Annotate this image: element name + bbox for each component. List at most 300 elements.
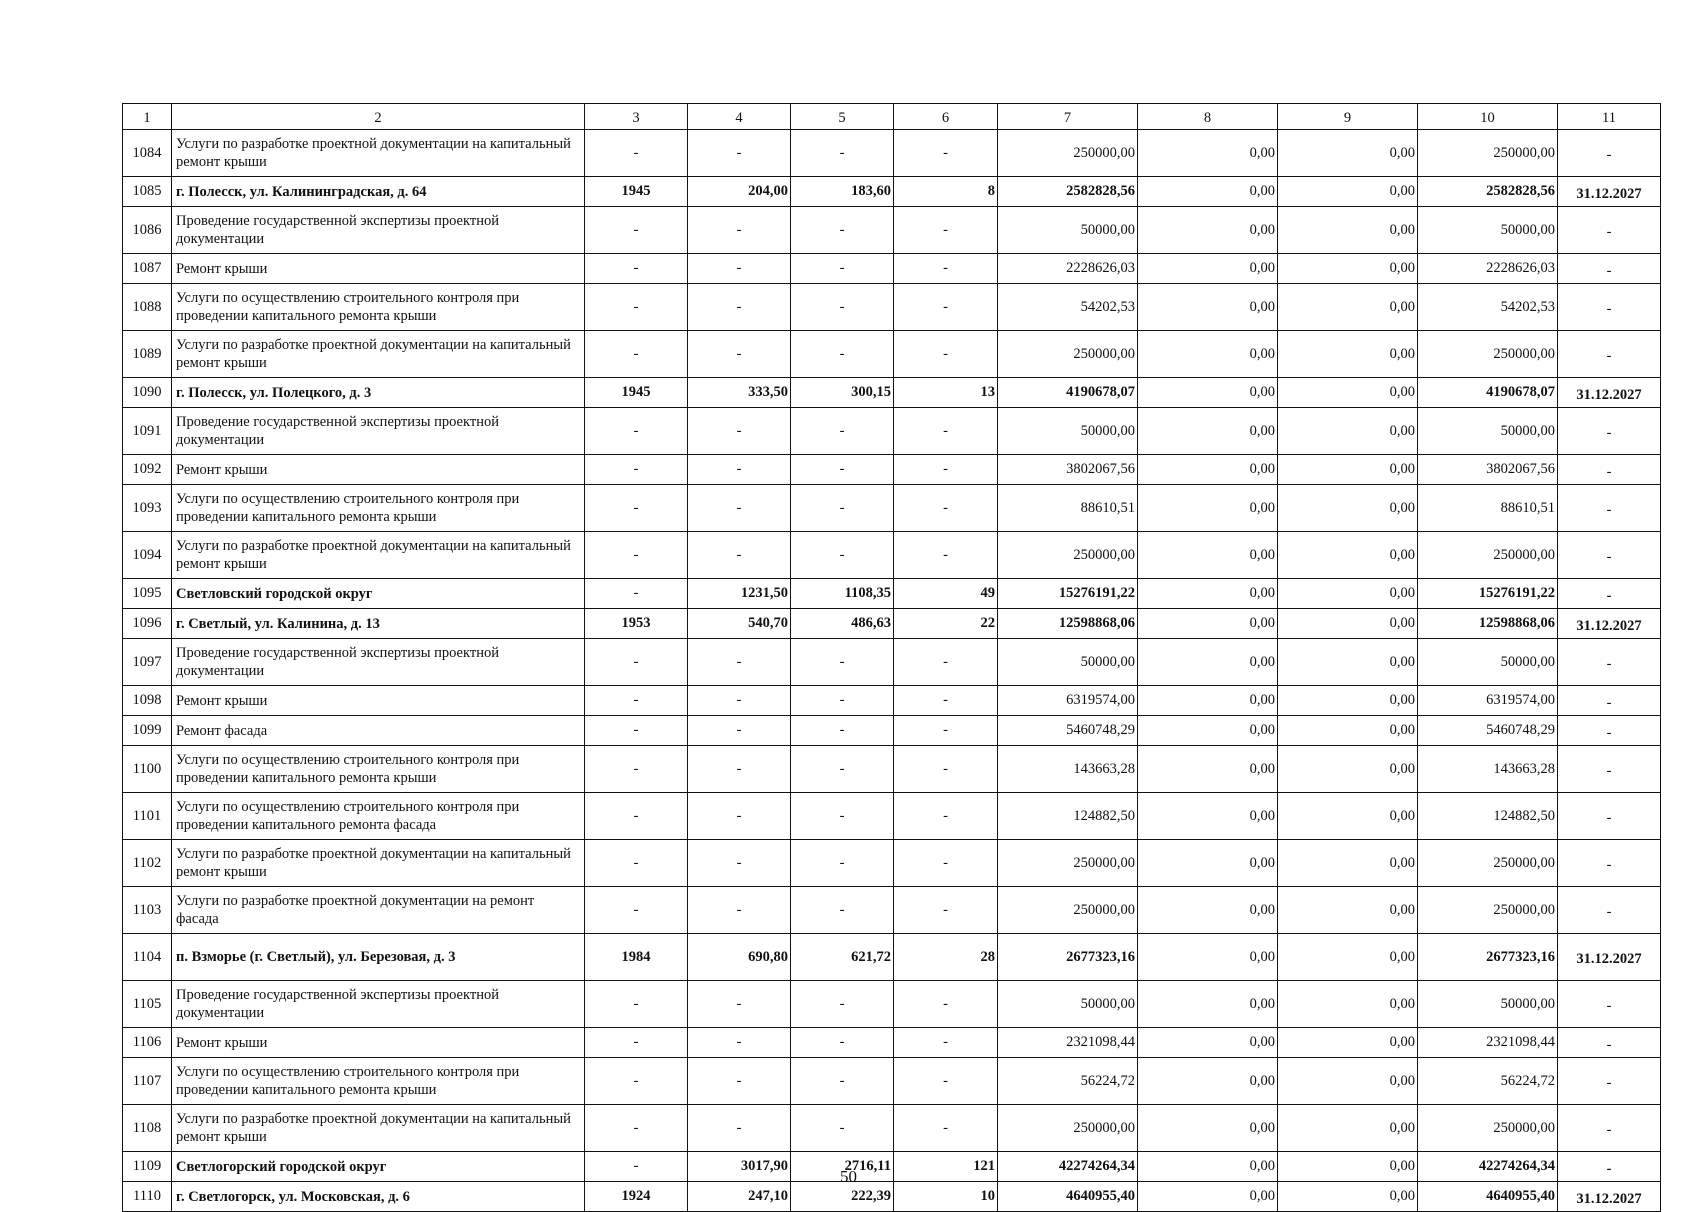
area-living-cell: - (791, 408, 894, 455)
row-number-cell: 1100 (123, 746, 172, 793)
row-number-cell: 1109 (123, 1152, 172, 1182)
description-cell: Ремонт крыши (172, 455, 585, 485)
table-row (123, 331, 1661, 378)
owners-share-cell: 2321098,44 (1418, 1028, 1558, 1058)
area-living-cell: - (791, 746, 894, 793)
residents-cell: - (894, 455, 998, 485)
description-cell: г. Полесск, ул. Полецкого, д. 3 (172, 378, 585, 408)
area-total-cell: 333,50 (688, 378, 791, 408)
row-number-cell: 1089 (123, 331, 172, 378)
description-cell: Услуги по осуществлению строительного контроля при проведении капитального ремонта фасада (172, 793, 585, 840)
table-row (123, 840, 1661, 887)
row-number-cell: 1090 (123, 378, 172, 408)
area-living-cell: 222,39 (791, 1182, 894, 1212)
budget-share-cell: 0,00 (1278, 746, 1418, 793)
total-cost-cell: 250000,00 (998, 840, 1138, 887)
deadline-cell: - (1558, 887, 1661, 934)
area-living-cell: - (791, 887, 894, 934)
area-living-cell: 2716,11 (791, 1152, 894, 1182)
deadline-cell: - (1558, 1058, 1661, 1105)
fund-share-cell: 0,00 (1138, 1182, 1278, 1212)
description-cell: Светлогорский городской округ (172, 1152, 585, 1182)
deadline-cell: - (1558, 284, 1661, 331)
row-number-cell: 1106 (123, 1028, 172, 1058)
budget-share-cell: 0,00 (1278, 1152, 1418, 1182)
fund-share-cell: 0,00 (1138, 934, 1278, 981)
residents-cell: - (894, 1105, 998, 1152)
page-number: 50 (840, 1167, 857, 1186)
area-total-cell: 247,10 (688, 1182, 791, 1212)
total-cost-cell: 15276191,22 (998, 579, 1138, 609)
fund-share-cell: 0,00 (1138, 207, 1278, 254)
area-total-cell: - (688, 716, 791, 746)
column-header: 9 (1278, 104, 1418, 130)
area-total-cell: - (688, 284, 791, 331)
table-row (123, 746, 1661, 793)
table-row (123, 934, 1661, 981)
table-row (123, 207, 1661, 254)
year-cell: - (585, 1152, 688, 1182)
header-row (123, 104, 1661, 130)
fund-share-cell: 0,00 (1138, 1105, 1278, 1152)
area-total-cell: - (688, 840, 791, 887)
total-cost-cell: 250000,00 (998, 532, 1138, 579)
area-total-cell: - (688, 1028, 791, 1058)
table-row (123, 686, 1661, 716)
residents-cell: 8 (894, 177, 998, 207)
area-total-cell: - (688, 331, 791, 378)
area-total-cell: - (688, 130, 791, 177)
year-cell: - (585, 284, 688, 331)
area-total-cell: - (688, 887, 791, 934)
area-living-cell: - (791, 284, 894, 331)
deadline-cell: - (1558, 840, 1661, 887)
area-total-cell: - (688, 686, 791, 716)
fund-share-cell: 0,00 (1138, 177, 1278, 207)
deadline-cell: - (1558, 1028, 1661, 1058)
deadline-cell: - (1558, 639, 1661, 686)
column-header: 8 (1138, 104, 1278, 130)
area-living-cell: - (791, 532, 894, 579)
fund-share-cell: 0,00 (1138, 485, 1278, 532)
description-cell: Услуги по разработке проектной документации на капитальный ремонт крыши (172, 1105, 585, 1152)
description-cell: Ремонт крыши (172, 254, 585, 284)
total-cost-cell: 50000,00 (998, 639, 1138, 686)
budget-share-cell: 0,00 (1278, 579, 1418, 609)
row-number-cell: 1092 (123, 455, 172, 485)
deadline-cell: - (1558, 793, 1661, 840)
column-header: 11 (1558, 104, 1661, 130)
row-number-cell: 1099 (123, 716, 172, 746)
deadline-cell: - (1558, 207, 1661, 254)
table-row (123, 532, 1661, 579)
owners-share-cell: 250000,00 (1418, 840, 1558, 887)
column-header: 2 (172, 104, 585, 130)
total-cost-cell: 4640955,40 (998, 1182, 1138, 1212)
deadline-cell: 31.12.2027 (1558, 934, 1661, 981)
deadline-cell: - (1558, 686, 1661, 716)
budget-share-cell: 0,00 (1278, 609, 1418, 639)
table-row (123, 639, 1661, 686)
fund-share-cell: 0,00 (1138, 746, 1278, 793)
residents-cell: - (894, 793, 998, 840)
budget-share-cell: 0,00 (1278, 686, 1418, 716)
fund-share-cell: 0,00 (1138, 840, 1278, 887)
table-row (123, 254, 1661, 284)
owners-share-cell: 54202,53 (1418, 284, 1558, 331)
fund-share-cell: 0,00 (1138, 887, 1278, 934)
table-body (123, 104, 1661, 1212)
budget-share-cell: 0,00 (1278, 254, 1418, 284)
fund-share-cell: 0,00 (1138, 793, 1278, 840)
area-total-cell: - (688, 254, 791, 284)
year-cell: - (585, 1058, 688, 1105)
year-cell: - (585, 207, 688, 254)
fund-share-cell: 0,00 (1138, 378, 1278, 408)
owners-share-cell: 3802067,56 (1418, 455, 1558, 485)
total-cost-cell: 2228626,03 (998, 254, 1138, 284)
owners-share-cell: 2582828,56 (1418, 177, 1558, 207)
fund-share-cell: 0,00 (1138, 1152, 1278, 1182)
budget-share-cell: 0,00 (1278, 408, 1418, 455)
residents-cell: 49 (894, 579, 998, 609)
area-living-cell: - (791, 485, 894, 532)
residents-cell: - (894, 485, 998, 532)
column-header: 6 (894, 104, 998, 130)
description-cell: Ремонт крыши (172, 686, 585, 716)
table-row (123, 1028, 1661, 1058)
owners-share-cell: 124882,50 (1418, 793, 1558, 840)
budget-share-cell: 0,00 (1278, 284, 1418, 331)
table-row (123, 793, 1661, 840)
column-header: 10 (1418, 104, 1558, 130)
owners-share-cell: 50000,00 (1418, 408, 1558, 455)
area-living-cell: - (791, 331, 894, 378)
row-number-cell: 1103 (123, 887, 172, 934)
area-living-cell: - (791, 1028, 894, 1058)
total-cost-cell: 3802067,56 (998, 455, 1138, 485)
year-cell: - (585, 793, 688, 840)
year-cell: - (585, 1105, 688, 1152)
fund-share-cell: 0,00 (1138, 408, 1278, 455)
area-total-cell: - (688, 981, 791, 1028)
description-cell: Услуги по разработке проектной документации на капитальный ремонт крыши (172, 130, 585, 177)
table-row (123, 455, 1661, 485)
year-cell: 1945 (585, 177, 688, 207)
area-total-cell: - (688, 639, 791, 686)
area-living-cell: - (791, 1105, 894, 1152)
description-cell: г. Светлогорск, ул. Московская, д. 6 (172, 1182, 585, 1212)
area-living-cell: - (791, 793, 894, 840)
area-living-cell: 621,72 (791, 934, 894, 981)
budget-share-cell: 0,00 (1278, 716, 1418, 746)
budget-share-cell: 0,00 (1278, 207, 1418, 254)
year-cell: - (585, 686, 688, 716)
year-cell: - (585, 746, 688, 793)
table-row (123, 284, 1661, 331)
year-cell: - (585, 485, 688, 532)
table-row (123, 378, 1661, 408)
description-cell: Услуги по осуществлению строительного контроля при проведении капитального ремонта крыши (172, 284, 585, 331)
deadline-cell: - (1558, 254, 1661, 284)
owners-share-cell: 6319574,00 (1418, 686, 1558, 716)
area-living-cell: 1108,35 (791, 579, 894, 609)
area-total-cell: - (688, 1105, 791, 1152)
budget-share-cell: 0,00 (1278, 1058, 1418, 1105)
residents-cell: - (894, 1028, 998, 1058)
row-number-cell: 1110 (123, 1182, 172, 1212)
fund-share-cell: 0,00 (1138, 455, 1278, 485)
area-living-cell: - (791, 981, 894, 1028)
total-cost-cell: 5460748,29 (998, 716, 1138, 746)
deadline-cell: - (1558, 532, 1661, 579)
owners-share-cell: 88610,51 (1418, 485, 1558, 532)
year-cell: - (585, 408, 688, 455)
year-cell: - (585, 840, 688, 887)
owners-share-cell: 15276191,22 (1418, 579, 1558, 609)
residents-cell: - (894, 284, 998, 331)
owners-share-cell: 250000,00 (1418, 130, 1558, 177)
year-cell: - (585, 887, 688, 934)
owners-share-cell: 12598868,06 (1418, 609, 1558, 639)
row-number-cell: 1093 (123, 485, 172, 532)
fund-share-cell: 0,00 (1138, 532, 1278, 579)
deadline-cell: - (1558, 1105, 1661, 1152)
description-cell: Проведение государственной экспертизы проектной документации (172, 408, 585, 455)
description-cell: Услуги по разработке проектной документации на ремонт фасада (172, 887, 585, 934)
year-cell: - (585, 455, 688, 485)
total-cost-cell: 2582828,56 (998, 177, 1138, 207)
deadline-cell: - (1558, 455, 1661, 485)
row-number-cell: 1098 (123, 686, 172, 716)
fund-share-cell: 0,00 (1138, 716, 1278, 746)
total-cost-cell: 12598868,06 (998, 609, 1138, 639)
year-cell: - (585, 532, 688, 579)
area-living-cell: - (791, 716, 894, 746)
year-cell: - (585, 130, 688, 177)
residents-cell: 22 (894, 609, 998, 639)
budget-table (122, 103, 1661, 1212)
deadline-cell: - (1558, 130, 1661, 177)
area-total-cell: - (688, 408, 791, 455)
owners-share-cell: 4190678,07 (1418, 378, 1558, 408)
row-number-cell: 1101 (123, 793, 172, 840)
column-header: 7 (998, 104, 1138, 130)
table-row (123, 579, 1661, 609)
description-cell: Услуги по осуществлению строительного контроля при проведении капитального ремонта крыши (172, 485, 585, 532)
budget-share-cell: 0,00 (1278, 1028, 1418, 1058)
row-number-cell: 1087 (123, 254, 172, 284)
deadline-cell: - (1558, 746, 1661, 793)
budget-share-cell: 0,00 (1278, 981, 1418, 1028)
residents-cell: - (894, 130, 998, 177)
residents-cell: - (894, 532, 998, 579)
area-total-cell: 540,70 (688, 609, 791, 639)
owners-share-cell: 2677323,16 (1418, 934, 1558, 981)
description-cell: Ремонт крыши (172, 1028, 585, 1058)
budget-share-cell: 0,00 (1278, 887, 1418, 934)
description-cell: Услуги по осуществлению строительного контроля при проведении капитального ремонта крыши (172, 746, 585, 793)
area-living-cell: - (791, 207, 894, 254)
table-row (123, 177, 1661, 207)
fund-share-cell: 0,00 (1138, 331, 1278, 378)
residents-cell: - (894, 981, 998, 1028)
description-cell: Проведение государственной экспертизы проектной документации (172, 639, 585, 686)
row-number-cell: 1091 (123, 408, 172, 455)
total-cost-cell: 250000,00 (998, 887, 1138, 934)
budget-share-cell: 0,00 (1278, 840, 1418, 887)
description-cell: п. Взморье (г. Светлый), ул. Березовая, д. 3 (172, 934, 585, 981)
area-total-cell: 690,80 (688, 934, 791, 981)
area-living-cell: 300,15 (791, 378, 894, 408)
residents-cell: 13 (894, 378, 998, 408)
owners-share-cell: 5460748,29 (1418, 716, 1558, 746)
year-cell: - (585, 639, 688, 686)
residents-cell: - (894, 686, 998, 716)
description-cell: Услуги по осуществлению строительного контроля при проведении капитального ремонта крыши (172, 1058, 585, 1105)
area-total-cell: 1231,50 (688, 579, 791, 609)
fund-share-cell: 0,00 (1138, 609, 1278, 639)
residents-cell: 28 (894, 934, 998, 981)
residents-cell: 121 (894, 1152, 998, 1182)
row-number-cell: 1108 (123, 1105, 172, 1152)
residents-cell: - (894, 746, 998, 793)
row-number-cell: 1084 (123, 130, 172, 177)
deadline-cell: - (1558, 331, 1661, 378)
area-living-cell: - (791, 254, 894, 284)
total-cost-cell: 50000,00 (998, 207, 1138, 254)
area-living-cell: - (791, 686, 894, 716)
fund-share-cell: 0,00 (1138, 686, 1278, 716)
residents-cell: - (894, 331, 998, 378)
residents-cell: - (894, 1058, 998, 1105)
budget-share-cell: 0,00 (1278, 934, 1418, 981)
owners-share-cell: 250000,00 (1418, 331, 1558, 378)
row-number-cell: 1094 (123, 532, 172, 579)
budget-share-cell: 0,00 (1278, 331, 1418, 378)
row-number-cell: 1096 (123, 609, 172, 639)
residents-cell: - (894, 887, 998, 934)
column-header: 5 (791, 104, 894, 130)
deadline-cell: 31.12.2027 (1558, 609, 1661, 639)
owners-share-cell: 250000,00 (1418, 1105, 1558, 1152)
year-cell: - (585, 254, 688, 284)
budget-share-cell: 0,00 (1278, 177, 1418, 207)
fund-share-cell: 0,00 (1138, 284, 1278, 331)
description-cell: Услуги по разработке проектной документации на капитальный ремонт крыши (172, 331, 585, 378)
area-total-cell: - (688, 485, 791, 532)
row-number-cell: 1105 (123, 981, 172, 1028)
deadline-cell: 31.12.2027 (1558, 378, 1661, 408)
area-total-cell: - (688, 207, 791, 254)
fund-share-cell: 0,00 (1138, 130, 1278, 177)
owners-share-cell: 143663,28 (1418, 746, 1558, 793)
table-row (123, 130, 1661, 177)
residents-cell: - (894, 254, 998, 284)
year-cell: - (585, 716, 688, 746)
total-cost-cell: 250000,00 (998, 1105, 1138, 1152)
area-living-cell: - (791, 840, 894, 887)
owners-share-cell: 250000,00 (1418, 532, 1558, 579)
description-cell: г. Полесск, ул. Калининградская, д. 64 (172, 177, 585, 207)
row-number-cell: 1085 (123, 177, 172, 207)
row-number-cell: 1104 (123, 934, 172, 981)
total-cost-cell: 50000,00 (998, 408, 1138, 455)
owners-share-cell: 42274264,34 (1418, 1152, 1558, 1182)
area-living-cell: 486,63 (791, 609, 894, 639)
deadline-cell: 31.12.2027 (1558, 1182, 1661, 1212)
area-living-cell: 183,60 (791, 177, 894, 207)
budget-share-cell: 0,00 (1278, 485, 1418, 532)
deadline-cell: - (1558, 408, 1661, 455)
deadline-cell: - (1558, 1152, 1661, 1182)
area-total-cell: - (688, 1058, 791, 1105)
budget-share-cell: 0,00 (1278, 130, 1418, 177)
area-total-cell: 204,00 (688, 177, 791, 207)
table-row (123, 887, 1661, 934)
fund-share-cell: 0,00 (1138, 981, 1278, 1028)
description-cell: г. Светлый, ул. Калинина, д. 13 (172, 609, 585, 639)
total-cost-cell: 6319574,00 (998, 686, 1138, 716)
owners-share-cell: 50000,00 (1418, 981, 1558, 1028)
year-cell: - (585, 331, 688, 378)
area-total-cell: 3017,90 (688, 1152, 791, 1182)
year-cell: 1945 (585, 378, 688, 408)
total-cost-cell: 56224,72 (998, 1058, 1138, 1105)
table-row (123, 485, 1661, 532)
table-row (123, 1105, 1661, 1152)
description-cell: Услуги по разработке проектной документации на капитальный ремонт крыши (172, 840, 585, 887)
total-cost-cell: 143663,28 (998, 746, 1138, 793)
column-header: 4 (688, 104, 791, 130)
deadline-cell: - (1558, 485, 1661, 532)
table-row (123, 1058, 1661, 1105)
total-cost-cell: 54202,53 (998, 284, 1138, 331)
row-number-cell: 1088 (123, 284, 172, 331)
row-number-cell: 1102 (123, 840, 172, 887)
fund-share-cell: 0,00 (1138, 1058, 1278, 1105)
residents-cell: - (894, 840, 998, 887)
table-row (123, 716, 1661, 746)
budget-share-cell: 0,00 (1278, 532, 1418, 579)
fund-share-cell: 0,00 (1138, 254, 1278, 284)
total-cost-cell: 88610,51 (998, 485, 1138, 532)
owners-share-cell: 2228626,03 (1418, 254, 1558, 284)
year-cell: - (585, 579, 688, 609)
budget-share-cell: 0,00 (1278, 639, 1418, 686)
owners-share-cell: 56224,72 (1418, 1058, 1558, 1105)
fund-share-cell: 0,00 (1138, 1028, 1278, 1058)
budget-share-cell: 0,00 (1278, 1105, 1418, 1152)
row-number-cell: 1107 (123, 1058, 172, 1105)
residents-cell: - (894, 716, 998, 746)
budget-share-cell: 0,00 (1278, 378, 1418, 408)
description-cell: Ремонт фасада (172, 716, 585, 746)
row-number-cell: 1086 (123, 207, 172, 254)
total-cost-cell: 2677323,16 (998, 934, 1138, 981)
budget-share-cell: 0,00 (1278, 793, 1418, 840)
total-cost-cell: 250000,00 (998, 130, 1138, 177)
column-header: 3 (585, 104, 688, 130)
fund-share-cell: 0,00 (1138, 579, 1278, 609)
deadline-cell: - (1558, 981, 1661, 1028)
row-number-cell: 1097 (123, 639, 172, 686)
area-living-cell: - (791, 130, 894, 177)
total-cost-cell: 4190678,07 (998, 378, 1138, 408)
table-row (123, 609, 1661, 639)
year-cell: 1924 (585, 1182, 688, 1212)
description-cell: Проведение государственной экспертизы проектной документации (172, 981, 585, 1028)
